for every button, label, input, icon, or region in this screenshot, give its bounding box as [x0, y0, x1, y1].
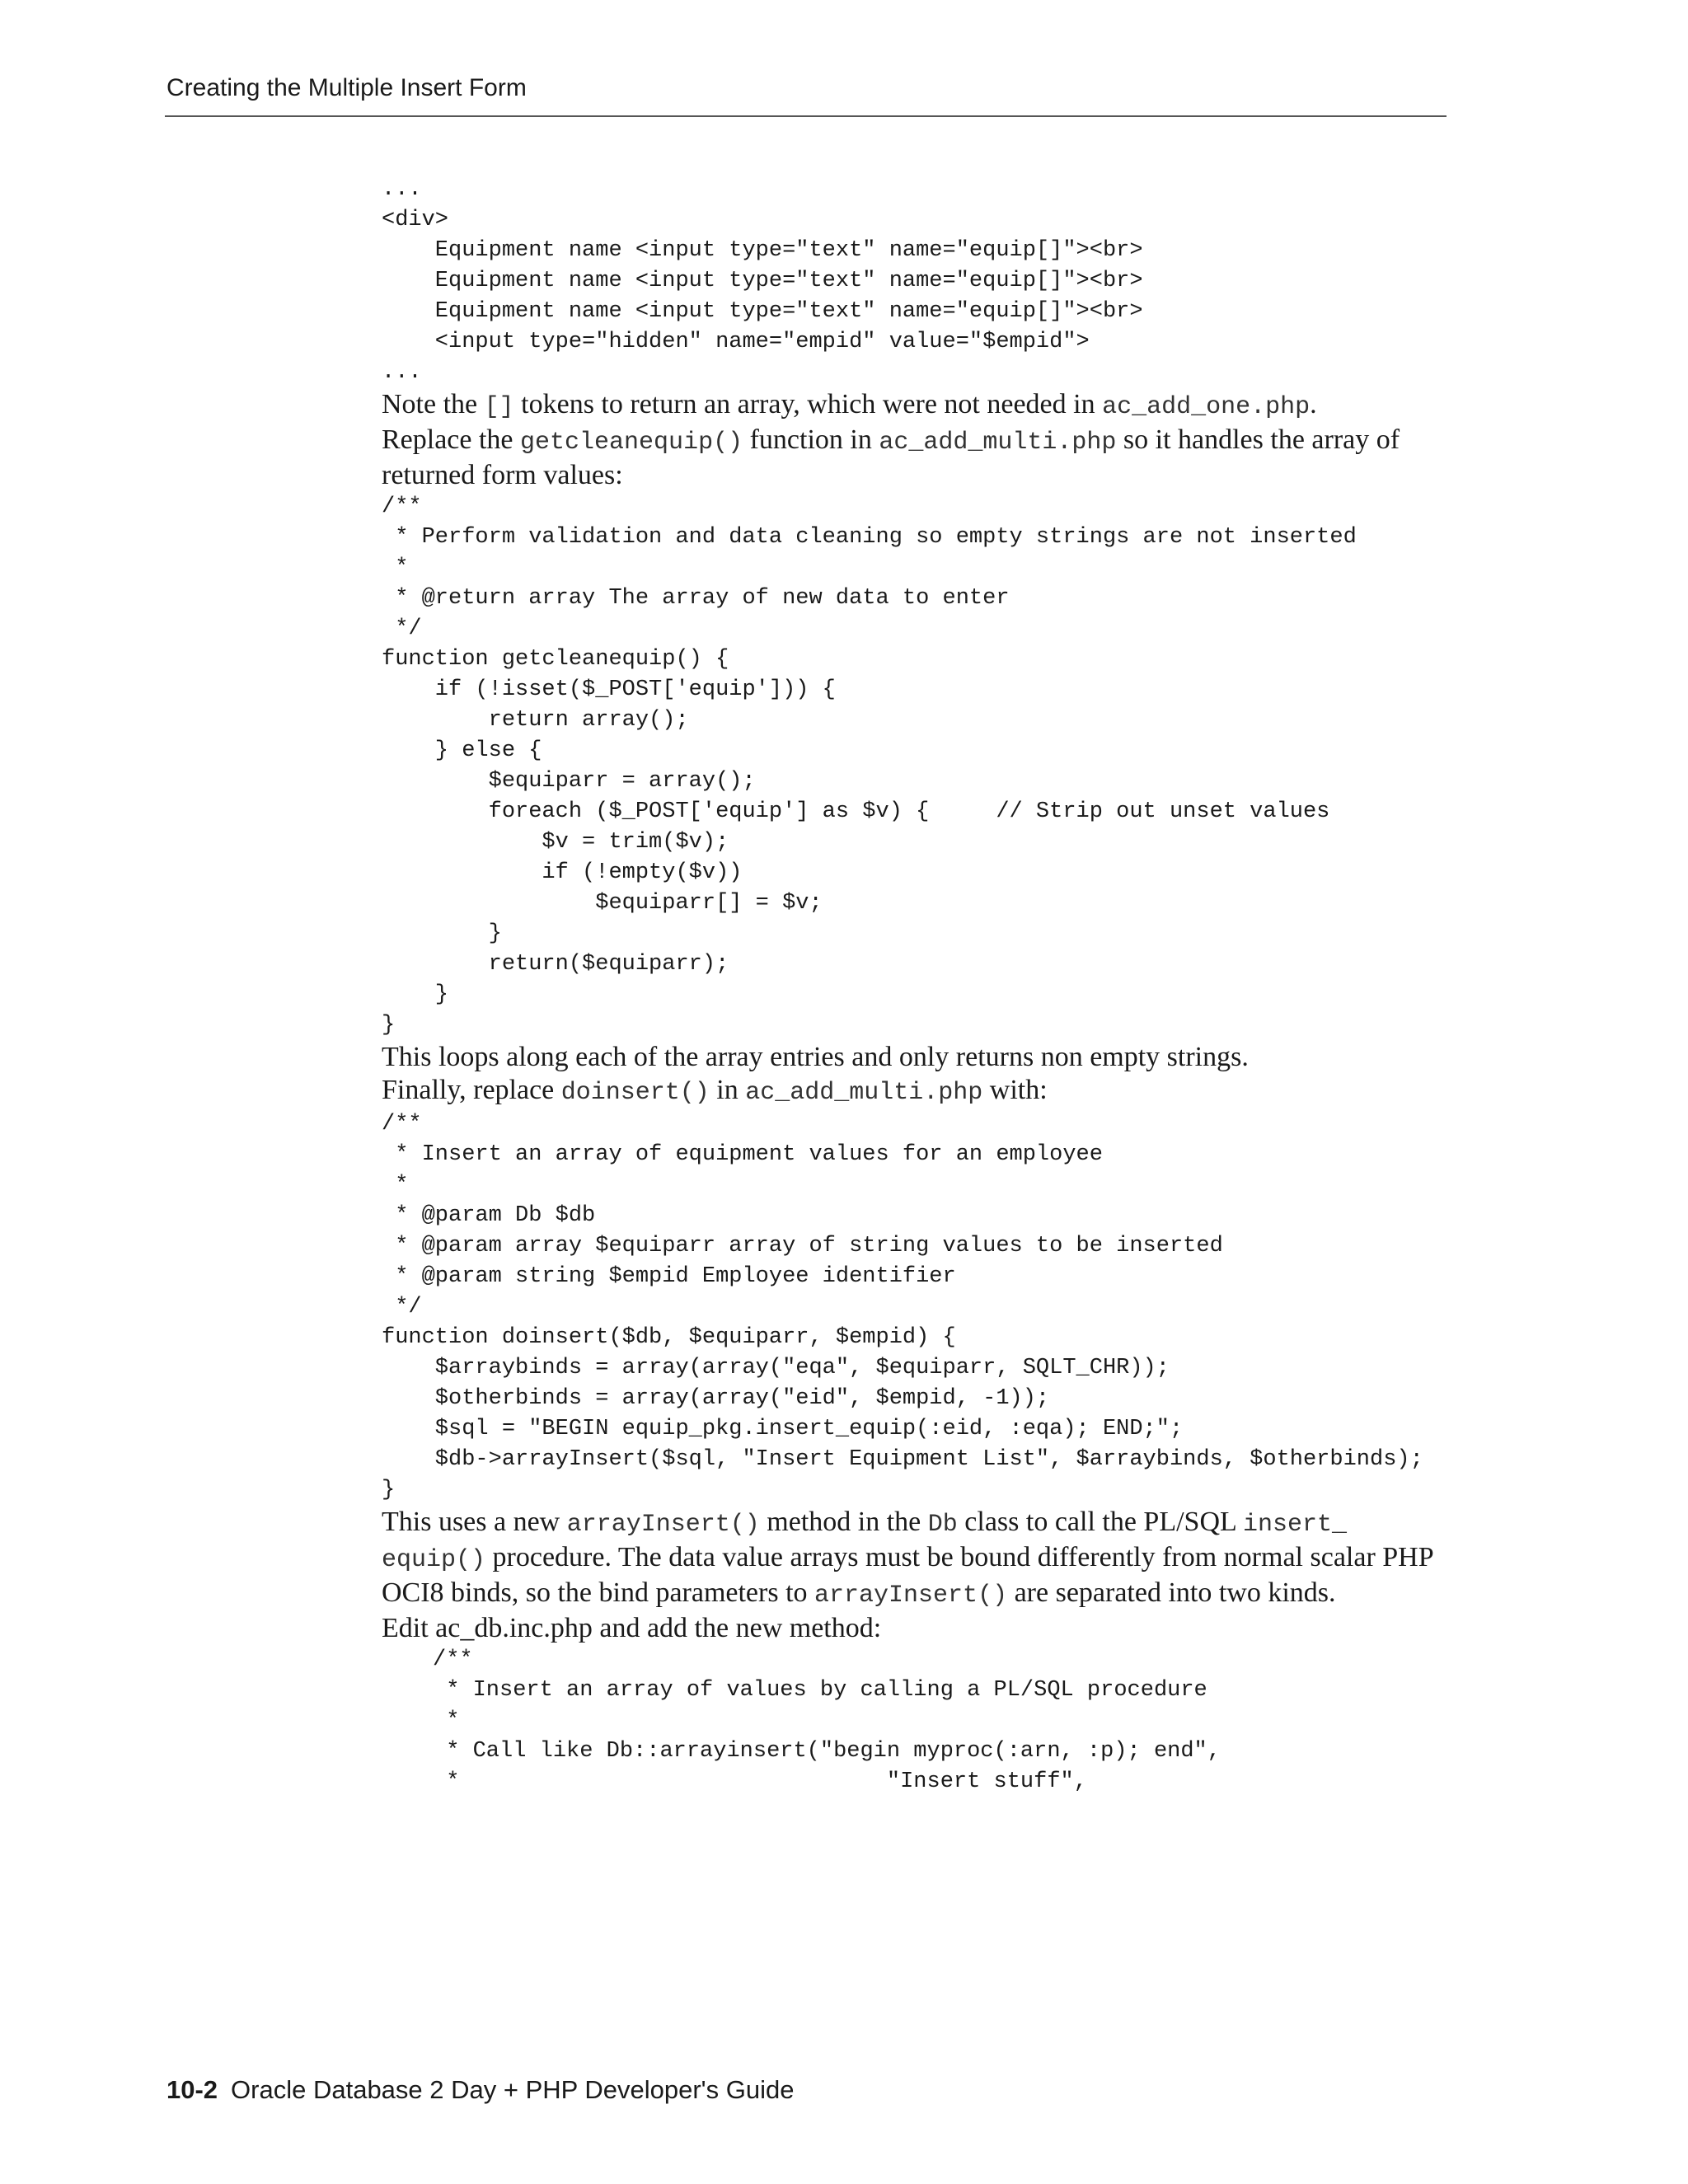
inline-code: insert_ equip(): [382, 1511, 1348, 1574]
header-rule: [165, 115, 1447, 117]
inline-code: doinsert(): [560, 1079, 710, 1107]
text-run: Finally, replace: [382, 1075, 561, 1105]
text-run: procedure. The data value arrays must be bound differently from normal scalar PHP OCI8 binds, so the bind parameters to: [382, 1542, 1433, 1608]
book-title: Oracle Database 2 Day + PHP Developer's Guide: [231, 2075, 795, 2104]
text-run: .: [1310, 389, 1317, 419]
inline-code: ac_add_multi.php: [879, 429, 1117, 457]
inline-code: Db: [927, 1511, 958, 1539]
inline-code: arrayInsert(): [566, 1511, 760, 1539]
text-run: in: [709, 1075, 746, 1105]
running-header: Creating the Multiple Insert Form: [166, 74, 527, 101]
code-block-form-snippet: ... <div> Equipment name <input type="text" name="equip[]"><br> Equipment name <input type="text" name="equip[]"><br> Equipment name <input type="text" name="equip[]"><br> <input type="hidden" name="empid" value="$empid"> ...: [382, 177, 1143, 385]
text-run: Note the: [382, 389, 485, 419]
main-content: [382, 175, 1445, 1797]
paragraph-edit-db-inc: [382, 1612, 1445, 1645]
page-number: 10-2: [166, 2075, 218, 2104]
inline-code: arrayInsert(): [814, 1582, 1008, 1610]
paragraph-replace-doinsert: [382, 1074, 1445, 1109]
text-run: method in the: [759, 1507, 928, 1537]
code-block-doinsert: /** * Insert an array of equipment values for an employee * * @param Db $db * @param array $equiparr array of string values to be inserted * @param string $empid Employee identifier */ function doinsert($db, $equiparr, $empid) { $arraybinds = array(array("eqa", $equiparr, SQLT_CHR)); $otherbinds = array(array("eid", $empid, -1)); $sql = "BEGIN equip_pkg.insert_equip(:eid, :eqa); END;"; $db->arrayInsert($sql, "Insert Equipment List", $arraybinds, $otherbinds); }: [382, 1112, 1423, 1502]
text-run: so it handles the array of returned form values:: [382, 424, 1400, 490]
inline-code: ac_add_multi.php: [745, 1079, 983, 1107]
code-block-getcleanequip: /** * Perform validation and data cleaning so empty strings are not inserted * * @return array The array of new data to enter */ function getcleanequip() { if (!isset($_POST['equip'])) { return array(); } else { $equiparr = array(); foreach ($_POST['equip'] as $v) { // Strip out unset values $v = trim($v); if (!empty($v)) $equiparr[] = $v; } return($equiparr); } }: [382, 494, 1357, 1038]
text-run: Edit ac_db.inc.php and add the new method:: [382, 1613, 882, 1643]
paragraph-arrayinsert-explanation: [382, 1506, 1445, 1612]
code-block-arrayinsert: /** * Insert an array of values by calling a PL/SQL procedure * * Call like Db::arrayinsert("begin myproc(:arn, :p); end", * "Insert stuff",: [433, 1647, 1221, 1794]
paragraph-loops-explanation: [382, 1041, 1445, 1074]
inline-code: getcleanequip(): [520, 429, 743, 457]
text-run: Replace the: [382, 424, 521, 455]
text-run: This loops along each of the array entries and only returns non empty strings.: [382, 1042, 1249, 1072]
paragraph-replace-getcleanequip: [382, 424, 1445, 492]
text-run: This uses a new: [382, 1507, 567, 1537]
text-run: with:: [982, 1075, 1048, 1105]
page-footer: [166, 2075, 794, 2105]
text-run: function in: [743, 424, 879, 455]
text-run: class to call the PL/SQL: [957, 1507, 1244, 1537]
inline-code: ac_add_one.php: [1102, 393, 1311, 421]
text-run: are separated into two kinds.: [1007, 1577, 1336, 1608]
text-run: tokens to return an array, which were not needed in: [513, 389, 1103, 419]
inline-code: []: [484, 393, 514, 421]
paragraph-note-tokens: [382, 388, 1445, 424]
